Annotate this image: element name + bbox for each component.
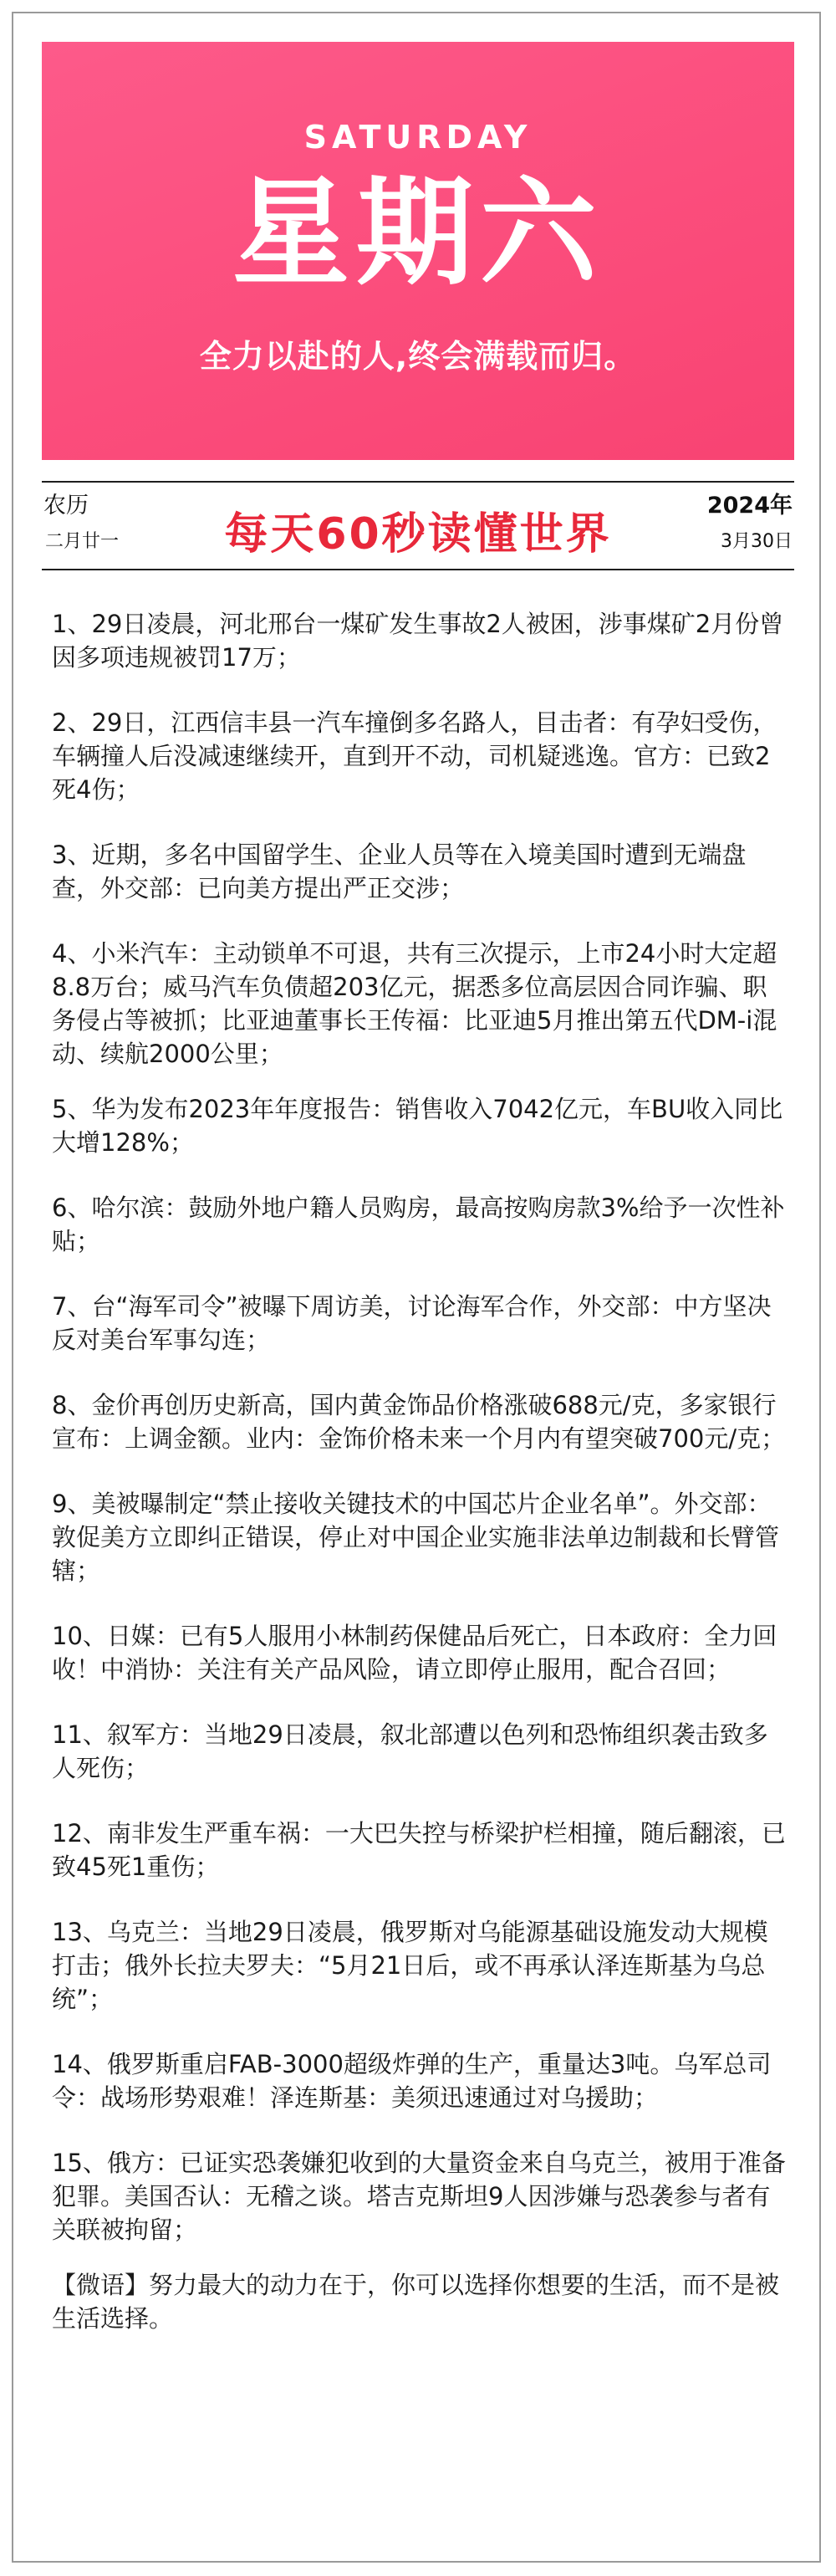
news-item-14: 14、俄罗斯重启FAB-3000超级炸弹的生产，重量达3吨。乌军总司令：战场形势艰难！泽连斯基：美须迅速通过对乌援助； [52, 2050, 772, 2112]
news-item-5: 5、华为发布2023年年度报告：销售收入7042亿元，车BU收入同比大增128%； [52, 1095, 783, 1157]
news-item-11: 11、叙军方：当地29日凌晨，叙北部遭以色列和恐怖组织袭击致多人死伤； [52, 1720, 768, 1782]
news-item-15: 15、俄方：已证实恐袭嫌犯收到的大量资金来自乌克兰，被用于准备犯罪。美国否认：无稽之谈。塔吉克斯坦9人因涉嫌与恐袭参与者有关联被拘留； [52, 2149, 786, 2244]
news-item-8: 8、金价再创历史新高，国内黄金饰品价格涨破688元/克，多家银行宣布：上调金额。业内：金饰价格未来一个月内有望突破700元/克； [52, 1391, 786, 1453]
news-item-3: 3、近期，多名中国留学生、企业人员等在入境美国时遭到无端盘查，外交部：已向美方提出严正交涉； [52, 841, 747, 902]
news-item-12: 12、南非发生严重车祸：一大巴失控与桥梁护栏相撞，随后翻滚，已致45死1重伤； [52, 1819, 786, 1881]
weekday-chinese: 星期六 [232, 166, 604, 302]
weekday-english: SATURDAY [303, 119, 533, 156]
banner-slogan: 全力以赴的人,终会满载而归。 [199, 338, 637, 375]
lunar-date: 二月廿一 [45, 531, 120, 552]
year-label: 2024年 [706, 493, 793, 519]
date-label: 3月30日 [721, 531, 793, 552]
news-item-4: 4、小米汽车：主动锁单不可退，共有三次提示，上市24小时大定超8.8万台；威马汽车负债超203亿元，据悉多位高层因合同诈骗、职务侵占等被抓；比亚迪董事长王传福：比亚迪5月推出第五代DM-i混动、续航2000公里； [52, 939, 777, 1068]
daily-quote: 【微语】努力最大的动力在于，你可以选择你想要的生活，而不是被生活选择。 [52, 2271, 780, 2333]
news-item-10: 10、日媒：已有5人服用小林制药保健品后死亡，日本政府：全力回收！中消协：关注有关产品风险，请立即停止服用，配合召回； [52, 1622, 777, 1684]
news-item-9: 9、美被曝制定“禁止接收关键技术的中国芯片企业名单”。外交部：敦促美方立即纠正错误，停止对中国企业实施非法单边制裁和长臂管辖； [52, 1490, 780, 1585]
news-item-1: 1、29日凌晨，河北邢台一煤矿发生事故2人被困，涉事煤矿2月份曾因多项违规被罚17万； [52, 610, 784, 672]
lunar-label: 农历 [43, 493, 89, 519]
news-item-13: 13、乌克兰：当地29日凌晨，俄罗斯对乌能源基础设施发动大规模打击；俄外长拉夫罗夫：“5月21日后，或不再承认泽连斯基为乌总统”； [52, 1918, 768, 2013]
news-item-2: 2、29日，江西信丰县一汽车撞倒多名路人，目击者：有孕妇受伤，车辆撞人后没减速继续开，直到开不动，司机疑逃逸。官方：已致2死4伤； [52, 708, 777, 804]
header-rule-bottom [42, 569, 794, 570]
header-rule-top [42, 481, 794, 483]
page-title: 每天60秒读懂世界 [224, 509, 612, 560]
day-banner [42, 42, 794, 460]
news-item-7: 7、台“海军司令”被曝下周访美，讨论海军合作，外交部：中方坚决反对美台军事勾连； [52, 1292, 772, 1354]
news-item-6: 6、哈尔滨：鼓励外地户籍人员购房，最高按购房款3%给予一次性补贴； [52, 1193, 785, 1255]
news-list [52, 607, 788, 2335]
